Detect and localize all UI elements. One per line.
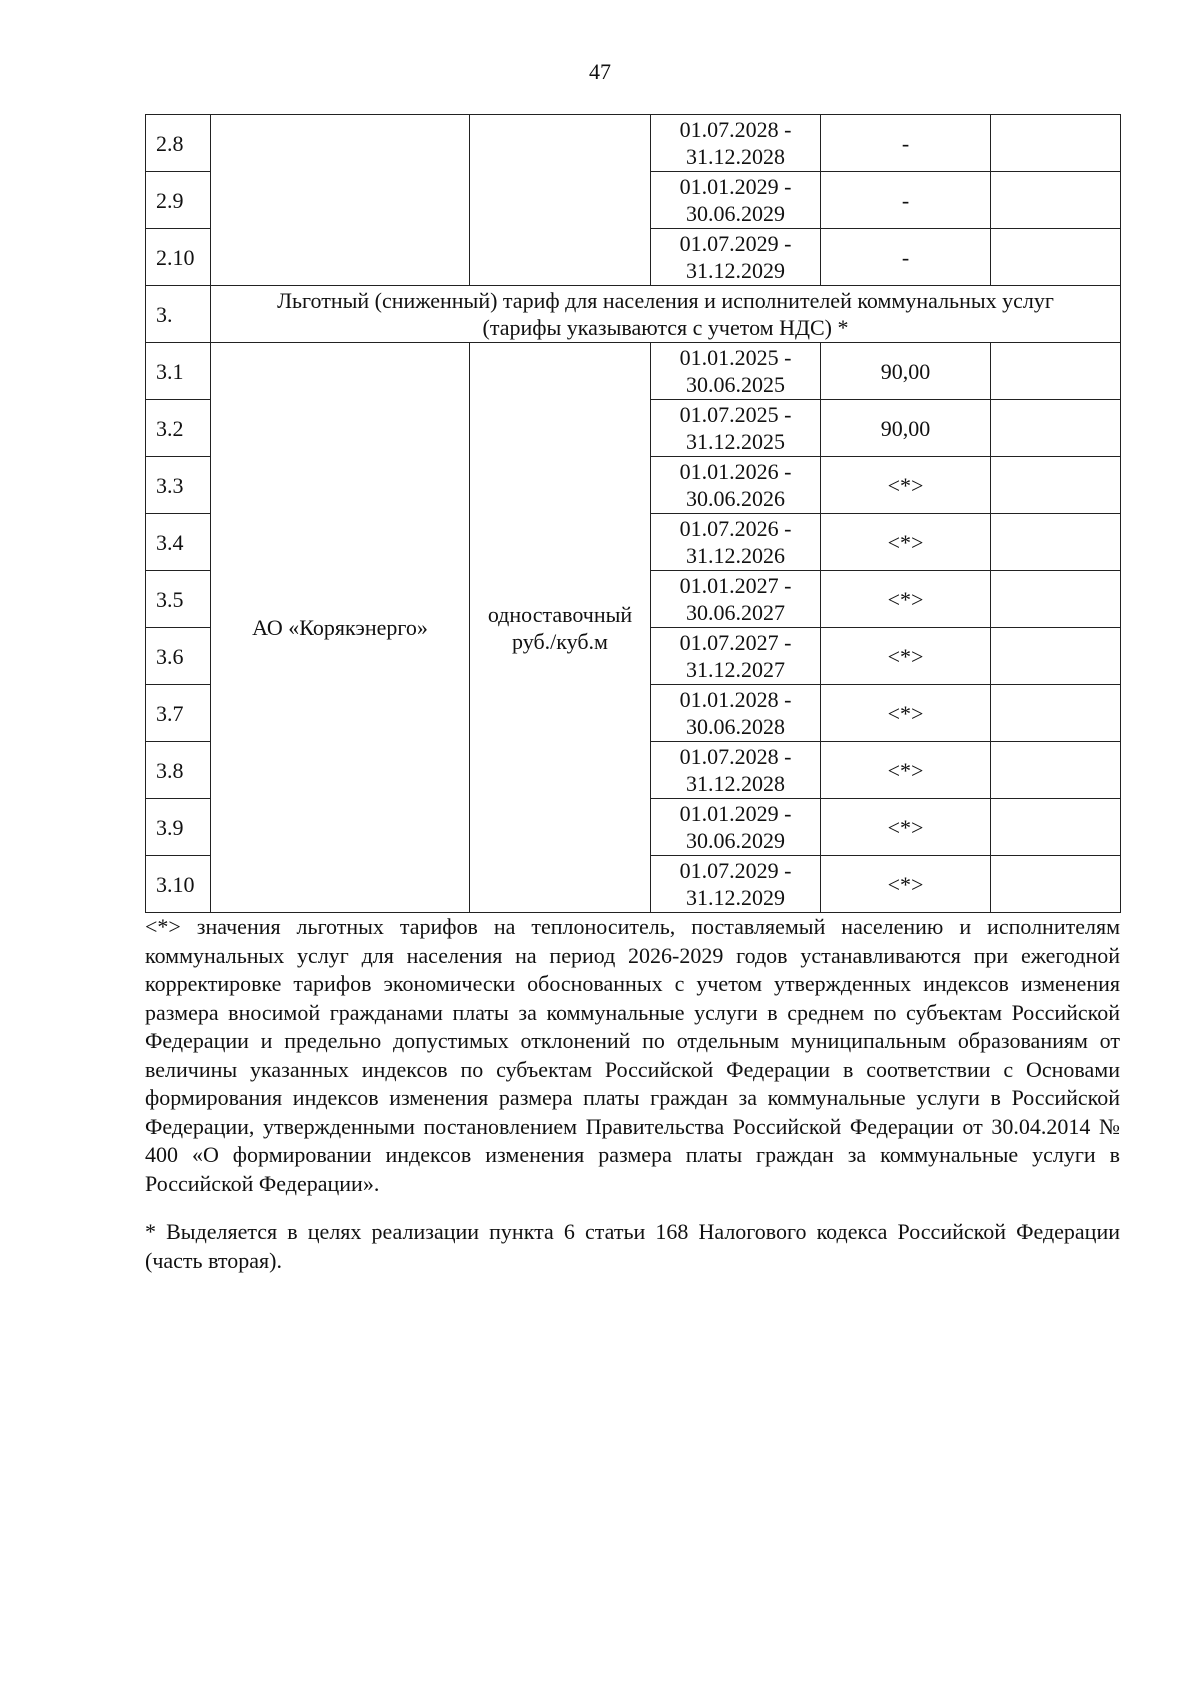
period-cell [651,685,821,742]
period-end: 30.06.2026 [686,486,785,511]
row-number: 3.2 [146,400,211,457]
section-title-line2: (тарифы указываются с учетом НДС) * [482,315,849,340]
period-end: 31.12.2029 [686,258,785,283]
extra-cell [991,571,1121,628]
period-start: 01.07.2025 - [679,402,792,427]
period-start: 01.07.2028 - [679,744,792,769]
tariff-value: <*> [821,457,991,514]
period-end: 31.12.2028 [686,771,785,796]
period-end: 30.06.2027 [686,600,785,625]
period-end: 31.12.2027 [686,657,785,682]
row-number: 3.5 [146,571,211,628]
row-number: 2.8 [146,115,211,172]
organization-name: АО «Корякэнерго» [211,343,470,913]
period-start: 01.01.2025 - [679,345,792,370]
period-cell [651,856,821,913]
section-title [211,286,1121,343]
period-start: 01.01.2026 - [679,459,792,484]
extra-cell [991,229,1121,286]
period-start: 01.07.2029 - [679,858,792,883]
row-number: 3.7 [146,685,211,742]
section-title-line1: Льготный (сниженный) тариф для населения и исполнителей коммунальных услуг [277,288,1054,313]
period-cell [651,343,821,400]
tariff-value: 90,00 [821,343,991,400]
row-number: 3.3 [146,457,211,514]
period-end: 30.06.2029 [686,201,785,226]
period-end: 31.12.2025 [686,429,785,454]
tariff-value: <*> [821,799,991,856]
period-cell [651,742,821,799]
tariff-value: - [821,229,991,286]
extra-cell [991,343,1121,400]
extra-cell [991,628,1121,685]
period-start: 01.07.2029 - [679,231,792,256]
period-cell [651,628,821,685]
period-cell [651,172,821,229]
extra-cell [991,115,1121,172]
tariff-value: 90,00 [821,400,991,457]
period-cell [651,799,821,856]
tariff-type-line1: одноставочный [487,601,633,627]
row-number: 3.4 [146,514,211,571]
section-header-row [146,286,1121,343]
tariff-type-cell-empty [470,115,651,286]
row-number: 3.9 [146,799,211,856]
period-cell [651,115,821,172]
period-start: 01.01.2029 - [679,174,792,199]
tariff-value: - [821,172,991,229]
period-cell [651,229,821,286]
tariff-type-line2: руб./куб.м [512,628,608,654]
row-number: 3.6 [146,628,211,685]
page-number: 47 [589,59,611,84]
row-number: 2.9 [146,172,211,229]
period-start: 01.07.2027 - [679,630,792,655]
tariff-table-body [146,115,1121,913]
extra-cell [991,685,1121,742]
period-end: 31.12.2028 [686,144,785,169]
period-end: 30.06.2028 [686,714,785,739]
period-cell [651,571,821,628]
extra-cell [991,400,1121,457]
row-number: 3.8 [146,742,211,799]
extra-cell [991,742,1121,799]
tariff-value: <*> [821,514,991,571]
period-end: 31.12.2029 [686,885,785,910]
extra-cell [991,514,1121,571]
period-start: 01.01.2029 - [679,801,792,826]
table-row [146,343,1121,400]
period-cell [651,514,821,571]
extra-cell [991,172,1121,229]
footnote-star: * Выделяется в целях реализации пункта 6 статьи 168 Налогового кодекса Российской Федерации (часть вторая). [145,1219,1120,1273]
extra-cell [991,457,1121,514]
period-start: 01.07.2028 - [679,117,792,142]
tariff-value: <*> [821,742,991,799]
period-start: 01.07.2026 - [679,516,792,541]
extra-cell [991,799,1121,856]
footnote-bracket-star: <*> значения льготных тарифов на теплоноситель, поставляемый населению и исполнителям коммунальных услуг для населения на период 2026-2029 годов устанавливаются при ежегодной корректировке тарифов экономически обоснованных с учетом утвержденных индексов изменения размера вносимой гражданами платы за коммунальные услуги в среднем по субъектам Российской Федерации и предельно допустимых отклонений по отдельным муниципальным образованиям от величины указанных индексов по субъектам Российской Федерации в соответствии с Основами формирования индексов изменения размера платы граждан за коммунальные услуги в Российской Федерации, утвержденными постановлением Правительства Российской Федерации от 30.04.2014 № 400 «О формировании индексов изменения размера платы граждан за коммунальные услуги в Российской Федерации». [145,914,1120,1196]
table-row [146,115,1121,172]
extra-cell [991,856,1121,913]
row-number: 2.10 [146,229,211,286]
tariff-value: <*> [821,856,991,913]
section-number: 3. [146,286,211,343]
period-end: 30.06.2025 [686,372,785,397]
organization-cell-empty [211,115,470,286]
tariff-value: - [821,115,991,172]
period-start: 01.01.2027 - [679,573,792,598]
tariff-table [145,114,1121,913]
tariff-value: <*> [821,685,991,742]
row-number: 3.10 [146,856,211,913]
period-start: 01.01.2028 - [679,687,792,712]
period-cell [651,457,821,514]
tariff-type [470,343,651,913]
period-end: 30.06.2029 [686,828,785,853]
period-cell [651,400,821,457]
tariff-value: <*> [821,571,991,628]
row-number: 3.1 [146,343,211,400]
period-end: 31.12.2026 [686,543,785,568]
tariff-value: <*> [821,628,991,685]
